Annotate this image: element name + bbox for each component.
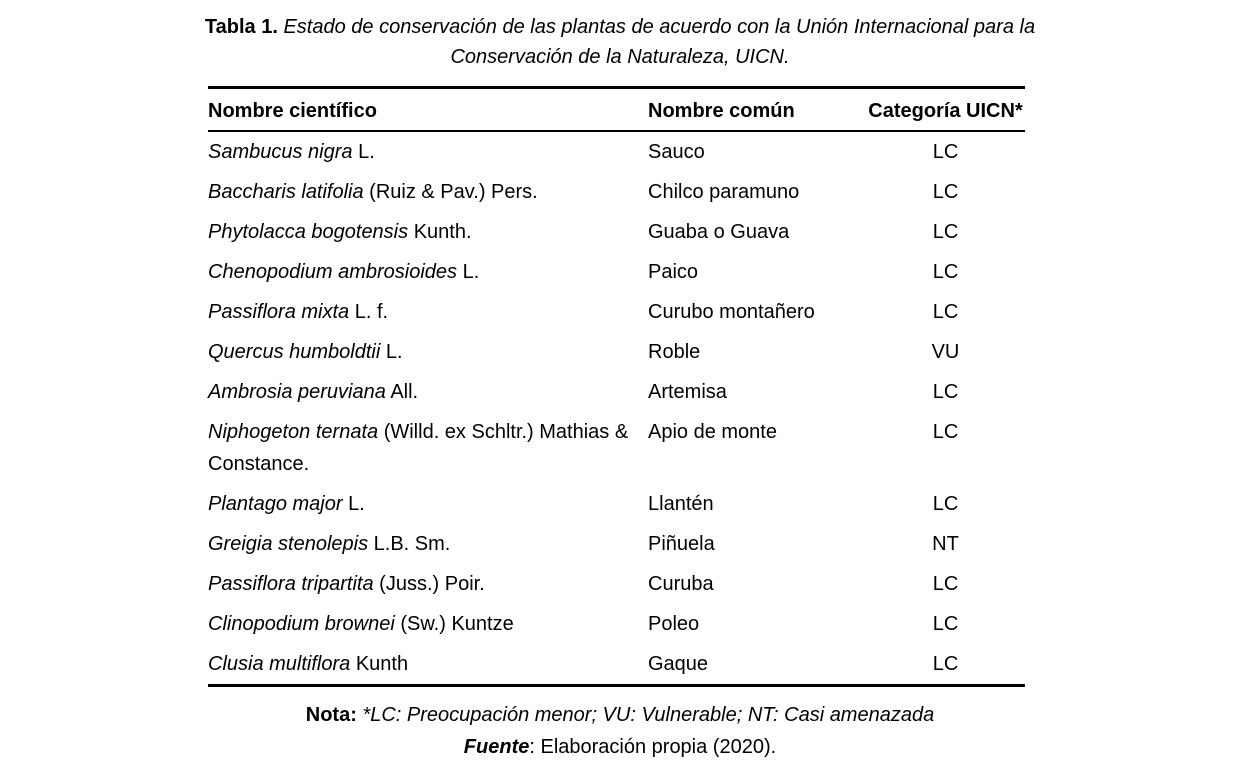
uicn-category: LC	[932, 261, 959, 283]
scientific-name-cell	[208, 332, 648, 372]
scientific-name-cell	[208, 131, 648, 172]
scientific-name: Sambucus nigra	[208, 141, 353, 163]
scientific-name: Baccharis latifolia	[208, 181, 364, 203]
table-row	[208, 292, 1025, 332]
header-common-name: Nombre común	[648, 88, 866, 132]
uicn-category: LC	[932, 141, 959, 163]
authority: (Juss.) Poir.	[373, 573, 485, 595]
table-body	[208, 131, 1025, 686]
source-label: Fuente	[463, 736, 530, 758]
scientific-name: Plantago major	[208, 493, 343, 515]
common-name: Curubo montañero	[648, 301, 815, 323]
uicn-category: LC	[932, 653, 959, 675]
scientific-name: Clinopodium brownei	[208, 613, 395, 635]
scientific-name: Quercus humboldtii	[208, 341, 381, 363]
caption-text-line2: Conservación de la Naturaleza, UICN.	[450, 46, 790, 68]
table-row	[208, 212, 1025, 252]
authority: Kunth	[350, 653, 409, 675]
common-name: Curuba	[648, 573, 714, 595]
common-name: Llantén	[648, 493, 714, 515]
caption-label: Tabla 1.	[204, 16, 278, 38]
common-name: Guaba o Guava	[648, 221, 790, 243]
note-label: Nota:	[305, 704, 357, 726]
scientific-name-cell	[208, 524, 648, 564]
table-row	[208, 131, 1025, 172]
authority: (Willd. ex Schltr.) Mathias & Constance.	[208, 421, 629, 475]
scientific-name: Greigia stenolepis	[208, 533, 369, 555]
header-scientific-name: Nombre científico	[208, 88, 648, 132]
table-row	[208, 172, 1025, 212]
authority: Kunth.	[408, 221, 472, 243]
caption-text-line1: Estado de conservación de las plantas de acuerdo con la Unión Internacional para la	[277, 16, 1036, 38]
common-name: Artemisa	[648, 381, 727, 403]
table-caption	[0, 12, 1240, 72]
scientific-name-cell	[208, 212, 648, 252]
scientific-name: Passiflora tripartita	[208, 573, 374, 595]
scientific-name-cell	[208, 172, 648, 212]
table-row	[208, 524, 1025, 564]
common-name: Chilco paramuno	[648, 181, 800, 203]
header-category: Categoría UICN*	[866, 88, 1025, 132]
scientific-name-cell	[208, 252, 648, 292]
table-row	[208, 332, 1025, 372]
table-row	[208, 412, 1025, 484]
authority: L. f.	[349, 301, 389, 323]
scientific-name-cell	[208, 604, 648, 644]
authority: L.	[352, 141, 375, 163]
common-name: Poleo	[648, 613, 700, 635]
scientific-name: Passiflora mixta	[208, 301, 350, 323]
uicn-category: NT	[932, 533, 959, 555]
scientific-name-cell	[208, 412, 648, 484]
uicn-category: VU	[931, 341, 960, 363]
uicn-category: LC	[932, 181, 959, 203]
table-row	[208, 564, 1025, 604]
authority: L.	[457, 261, 480, 283]
common-name: Paico	[648, 261, 699, 283]
uicn-category: LC	[932, 493, 959, 515]
scientific-name: Phytolacca bogotensis	[208, 221, 409, 243]
common-name: Roble	[648, 341, 701, 363]
table-row	[208, 484, 1025, 524]
scientific-name: Chenopodium ambrosioides	[208, 261, 458, 283]
table-row	[208, 644, 1025, 686]
scientific-name-cell	[208, 644, 648, 686]
source-text: : Elaboración propia (2020).	[529, 736, 777, 758]
uicn-category: LC	[932, 613, 959, 635]
scientific-name-cell	[208, 292, 648, 332]
common-name: Gaque	[648, 653, 709, 675]
authority: All.	[385, 381, 419, 403]
conservation-table	[208, 86, 1025, 687]
uicn-category: LC	[932, 573, 959, 595]
table-header	[208, 88, 1025, 132]
uicn-category: LC	[932, 221, 959, 243]
scientific-name: Clusia multiflora	[208, 653, 351, 675]
scientific-name: Niphogeton ternata	[208, 421, 379, 443]
scientific-name-cell	[208, 372, 648, 412]
common-name: Apio de monte	[648, 421, 777, 443]
note-text: *LC: Preocupación menor; VU: Vulnerable; NT: Casi amenazada	[356, 704, 935, 726]
table-row	[208, 252, 1025, 292]
header-row	[208, 88, 1025, 132]
common-name: Sauco	[648, 141, 705, 163]
scientific-name-cell	[208, 564, 648, 604]
uicn-category: LC	[932, 381, 959, 403]
table-row	[208, 372, 1025, 412]
table-row	[208, 604, 1025, 644]
authority: L.	[380, 341, 403, 363]
table-notes	[0, 699, 1240, 763]
authority: L.B. Sm.	[368, 533, 451, 555]
uicn-category: LC	[932, 301, 959, 323]
table-note	[0, 699, 1240, 731]
uicn-category: LC	[932, 421, 959, 443]
table-source	[0, 731, 1240, 763]
scientific-name-cell	[208, 484, 648, 524]
authority: (Sw.) Kuntze	[394, 613, 514, 635]
authority: L.	[342, 493, 365, 515]
common-name: Piñuela	[648, 533, 715, 555]
scientific-name: Ambrosia peruviana	[208, 381, 386, 403]
authority: (Ruiz & Pav.) Pers.	[363, 181, 538, 203]
